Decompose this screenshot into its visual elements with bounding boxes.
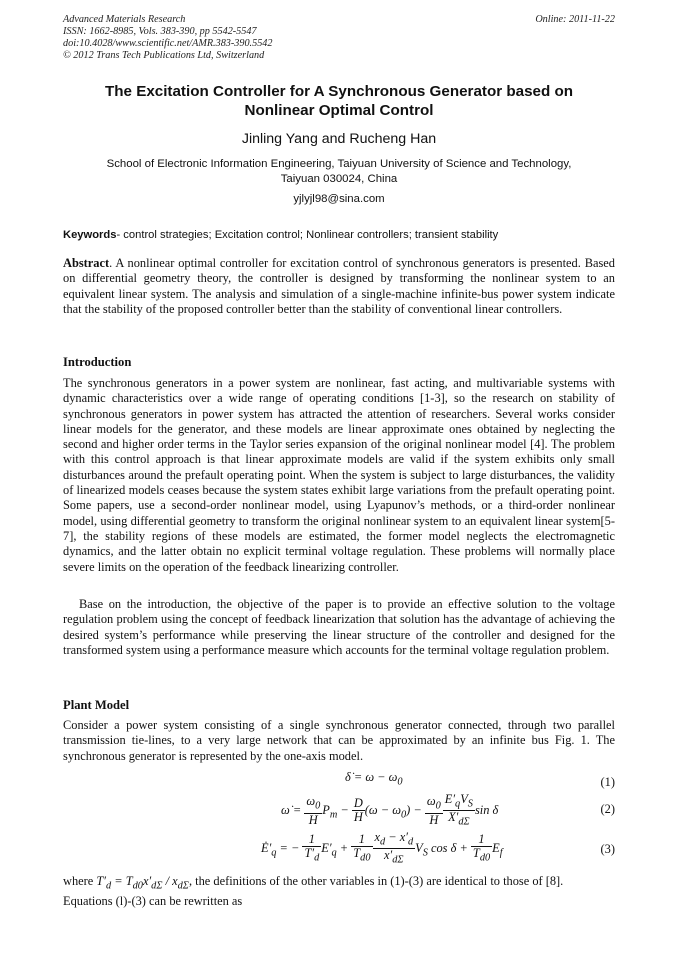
keywords-label: Keywords bbox=[63, 229, 117, 241]
title-line-2: Nonlinear Optimal Control bbox=[244, 102, 434, 119]
intro-paragraph-2: Base on the introduction, the objective of the paper is to provide an effective solution to the voltage regulation problem using the concept of feedback linearization that solution has the advantage of achieving the desired system’s performance while preserving the linear structure of the controller and designed for the transformed system using a performance measure which accounts for the terminal voltage regulation problem. bbox=[63, 597, 615, 657]
doi-line: doi:10.4028/www.scientific.net/AMR.383-390.5542 bbox=[63, 38, 273, 49]
after-equation-continuation: , the definitions of the other variables in (1)-(3) are identical to those of [8]. bbox=[188, 874, 564, 888]
keywords bbox=[63, 229, 623, 241]
equation-2 bbox=[63, 793, 615, 827]
intro-paragraph-1: The synchronous generators in a power system are nonlinear, fast acting, and multivariable systems with dynamic characteristics over a wide range of operating conditions [1-3], so the research on stability of synchronous generators in power system has attracted the attention of researchers. Several works consider linear models for the generator, and these models are linear approximate ones obtained by neglecting the second and higher order terms in the Taylor series expansion of the original nonlinear model [4]. The problem with this control approach is that linear approximate models are valid if the system exhibits only small disturbances around the prefault operating point. When the system is subject to large disturbances, the validity of linearized models ceases because the system states exhibit large variations from the prefault operating point. Some papers, use a second-order nonlinear model, using Lyapunov’s methods, or a third-order nonlinear model, using differential geometry to transform the original nonlinear system to an equivalent linear system[5-7], the stability regions of these models are estimated, the former model neglects the electromagnetic dynamics, and the latter obtain no explicit terminal voltage regulation. These problems will normally place severe limits on the operation of the feedback linearizing controller. bbox=[63, 376, 615, 574]
online-date: Online: 2011-11-22 bbox=[535, 14, 615, 25]
equation-1 bbox=[63, 770, 615, 790]
issn-line: ISSN: 1662-8985, Vols. 383-390, pp 5542-5547 bbox=[63, 26, 257, 37]
keywords-text: - control strategies; Excitation control; Nonlinear controllers; transient stability bbox=[116, 229, 499, 241]
equation-1-body: δ̇ = $\omega - \omega_0$ bbox=[345, 770, 403, 788]
after-equation-line-2: Equations (l)-(3) can be rewritten as bbox=[63, 893, 243, 908]
authors: Jinling Yang and Rucheng Han bbox=[241, 131, 437, 147]
equation-3-body: $Ė'_q$ = − $\frac{1}{T'_d}$ $E'_q$ + $\frac{1}{T_{d0}}$ $\frac{x_d - x'_d}{x'_{d\Sigma}}$ $V_S$ cos δ + $\frac{1}{T_{d0}}$ $E_f$ bbox=[261, 830, 503, 866]
equation-1-number: (1) bbox=[600, 775, 615, 789]
copyright-line: © 2012 Trans Tech Publications Ltd, Switzerland bbox=[63, 50, 265, 61]
abstract-label: Abstract bbox=[63, 256, 110, 270]
section-heading-introduction: Introduction bbox=[63, 355, 132, 369]
affiliation-line-2: Taiyuan 030024, China bbox=[280, 173, 398, 185]
after-equation-text bbox=[63, 874, 615, 909]
inline-formula: $T'_d = T_{d0}x'_{d\Sigma} / x_{d\Sigma}$ bbox=[96, 874, 189, 892]
section-heading-plant-model: Plant Model bbox=[63, 698, 130, 712]
abstract bbox=[63, 256, 615, 317]
paper-title bbox=[63, 82, 615, 120]
affiliation-line-1: School of Electronic Information Engineering, Taiyuan University of Science and Technology, bbox=[106, 158, 572, 170]
equation-3-number: (3) bbox=[600, 842, 615, 856]
plant-model-paragraph: Consider a power system consisting of a single synchronous generator connected, through two parallel transmission tie-lines, to a very large network that can be approximated by an infinite bus Fig. 1. The synchronous generator is represented by the one-axis model. bbox=[63, 718, 615, 763]
title-line-1: The Excitation Controller for A Synchronous Generator based on bbox=[104, 83, 574, 100]
equation-3 bbox=[63, 831, 615, 871]
equation-2-number: (2) bbox=[600, 802, 615, 816]
where-word: where bbox=[63, 874, 94, 888]
journal-name: Advanced Materials Research bbox=[63, 14, 186, 25]
equation-2-body: ω̇ = $\frac{\omega_0}{H}$ $P_m$ − $\frac{D}{H}$ $(\omega - \omega_0)$ − $\frac{\omega_0}{H}$ $\frac{E'_qV_S}{X'_{d\Sigma}}$ sin δ bbox=[281, 792, 499, 828]
affiliation bbox=[63, 157, 615, 187]
abstract-text: . A nonlinear optimal controller for excitation control of synchronous generators is presented. Based on differential geometry theory, the controller is designed by transforming the nonlinear system to an equivalent linear system. The analysis and simulation of a single-machine infinite-bus power system indicate that the stability of the proposed controller better than the stability of conventional linear controllers. bbox=[63, 256, 615, 316]
journal-header bbox=[63, 14, 615, 62]
author-email: yjlyjl98@sina.com bbox=[293, 193, 385, 205]
